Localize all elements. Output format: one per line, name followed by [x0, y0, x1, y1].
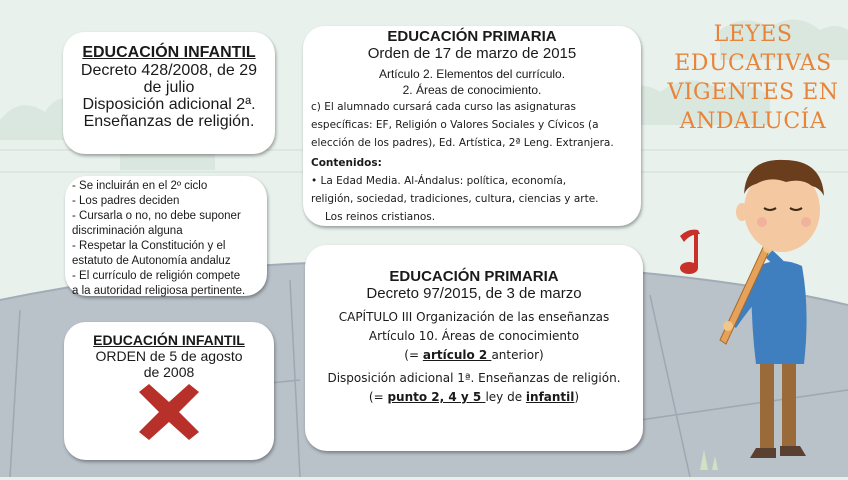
card-line: religión, sociedad, tradiciones, cultura, ciencias y arte.: [311, 193, 599, 205]
reference-line: [305, 346, 643, 365]
list-item: - Los padres deciden: [72, 195, 180, 207]
card-line: Decreto 428/2008, de 29: [80, 62, 258, 79]
card-heading: EDUCACIÓN INFANTIL: [82, 44, 256, 61]
card-bullet-list: [65, 176, 267, 296]
card-line: de julio: [143, 79, 195, 96]
music-note-icon: [680, 230, 700, 274]
page-title: LEYES EDUCATIVAS VIGENTES EN ANDALUCÍA: [667, 22, 839, 134]
flute-boy-illustration: [676, 150, 848, 480]
reference-line: [305, 388, 643, 407]
card-primaria-decreto: [305, 245, 643, 451]
list-item: estatuto de Autonomía andaluz: [72, 255, 231, 267]
list-item: - El currículo de religión compete: [72, 270, 241, 282]
card-line: Disposición adicional 1ª. Enseñanzas de religión.: [327, 371, 621, 385]
card-line: Los reinos cristianos.: [325, 211, 436, 223]
card-subheading: Orden de 17 de marzo de 2015: [367, 45, 577, 62]
ref-text: anterior): [491, 348, 544, 362]
list-item: - Se incluirán en el 2º ciclo: [72, 180, 208, 192]
card-line: Enseñanzas de religión.: [83, 113, 255, 130]
card-line: c) El alumnado cursará cada curso las asignaturas: [311, 101, 576, 113]
card-heading: EDUCACIÓN PRIMARIA: [387, 28, 557, 45]
card-line: específicas: EF, Religión o Valores Sociales y Cívicos (a: [311, 119, 599, 131]
list-item: a la autoridad religiosa pertinente.: [72, 285, 246, 297]
ref-text: (=: [404, 348, 423, 362]
contenidos-label: Contenidos:: [311, 157, 382, 169]
list-item: - Cursarla o no, no debe suponer: [72, 210, 241, 222]
card-line: Disposición adicional 2ª.: [82, 96, 256, 113]
ref-text: ): [574, 390, 580, 404]
card-heading: EDUCACIÓN INFANTIL: [93, 332, 245, 348]
reference-link: punto 2, 4 y 5: [387, 390, 486, 404]
reference-link: artículo 2: [422, 348, 492, 362]
card-line: Artículo 10. Áreas de conocimiento: [368, 329, 580, 343]
card-infantil-decreto: [63, 32, 275, 154]
card-subheading: Decreto 97/2015, de 3 de marzo: [366, 285, 582, 302]
card-line: Artículo 2. Elementos del currículo.: [378, 67, 566, 81]
card-line: CAPÍTULO III Organización de las enseñanzas: [338, 310, 610, 324]
card-line: de 2008: [143, 364, 195, 380]
ref-text: ley de: [485, 390, 526, 404]
list-item: - Respetar la Constitución y el: [72, 240, 226, 252]
card-heading: EDUCACIÓN PRIMARIA: [389, 268, 559, 285]
card-line: • La Edad Media. Al-Ándalus: política, economía,: [311, 175, 567, 187]
cross-icon: [135, 384, 203, 440]
list-item: discriminación alguna: [72, 225, 183, 237]
card-line: elección de los padres), Ed. Artística, 2ª Leng. Extranjera.: [311, 137, 614, 149]
ref-text: (=: [368, 390, 388, 404]
card-primaria-orden: [303, 26, 641, 226]
card-infantil-orden: [64, 322, 274, 460]
reference-link: infantil: [525, 390, 575, 404]
card-line: ORDEN de 5 de agosto: [95, 348, 243, 364]
card-line: 2. Áreas de conocimiento.: [402, 83, 542, 97]
